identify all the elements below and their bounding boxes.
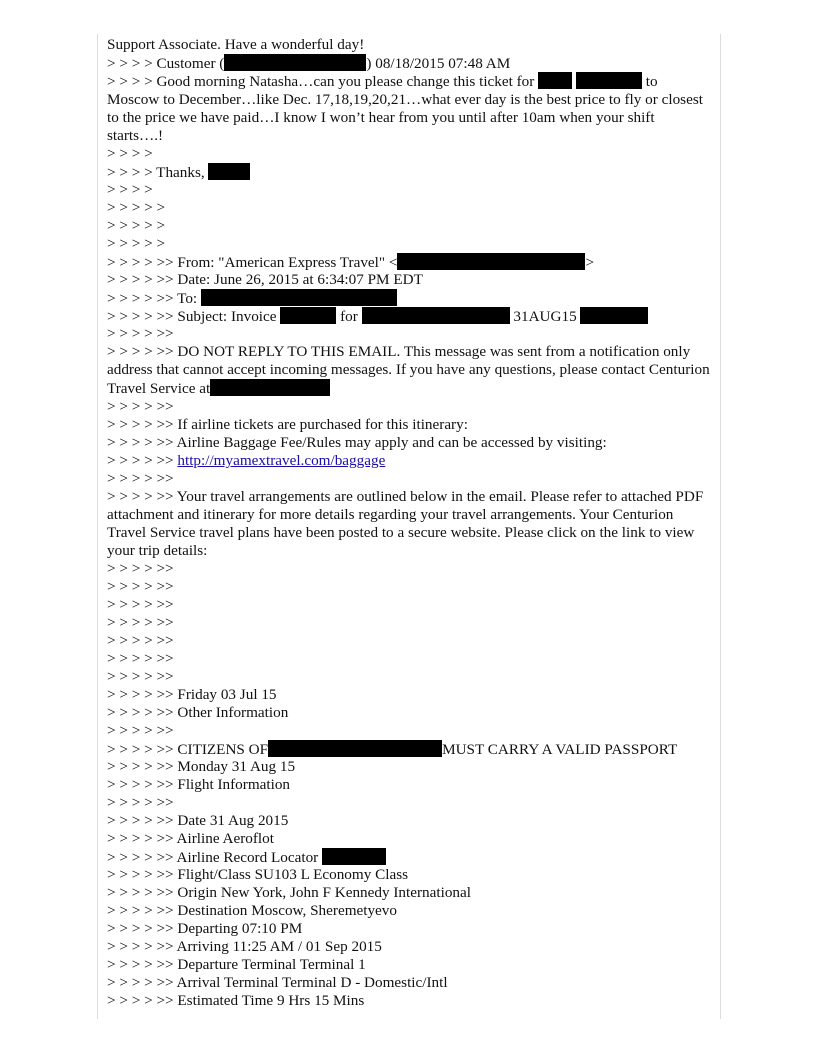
- redaction-block: [322, 848, 386, 865]
- text-line: > > > > >> Flight/Class SU103 L Economy Class: [107, 866, 409, 883]
- text-line: > > > > >> Destination Moscow, Sheremetyevo: [107, 902, 397, 919]
- text-segment: > > > > >>: [107, 452, 174, 469]
- text-line: > > > >: [107, 181, 153, 198]
- text-line: [107, 307, 711, 325]
- text-line: [107, 289, 711, 307]
- text-line: [107, 848, 711, 866]
- text-line: > > > > >>: [107, 560, 174, 577]
- text-paragraph: [107, 72, 711, 145]
- text-line: > > > > >> If airline tickets are purchased for this itinerary:: [107, 416, 468, 433]
- text-line: [107, 163, 711, 181]
- text-line: > > > > >>: [107, 650, 174, 667]
- text-segment: > > > > Good morning Natasha…can you please change this ticket for: [107, 73, 535, 90]
- text-segment: > > > > >> Subject: Invoice: [107, 308, 277, 325]
- text-line: > > > > >> Estimated Time 9 Hrs 15 Mins: [107, 992, 365, 1009]
- text-segment: > > > > Customer (: [107, 55, 225, 72]
- text-line: > > > > >> Arriving 11:25 AM / 01 Sep 2015: [107, 938, 382, 955]
- text-line: > > > > >> Friday 03 Jul 15: [107, 686, 277, 703]
- redaction-block: [280, 307, 336, 324]
- text-line: > > > >: [107, 145, 153, 162]
- text-line: > > > > >>: [107, 470, 174, 487]
- text-line: [107, 253, 711, 271]
- text-line: > > > > >>: [107, 398, 174, 415]
- text-line: > > > > >>: [107, 578, 174, 595]
- text-line: > > > > >> Origin New York, John F Kennedy International: [107, 884, 471, 901]
- email-body: [107, 36, 711, 1010]
- text-line: > > > > >>: [107, 632, 174, 649]
- text-line: > > > > >> Date 31 Aug 2015: [107, 812, 289, 829]
- redaction-block: [397, 253, 585, 270]
- text-segment: >: [585, 254, 595, 271]
- text-line: > > > > >> Other Information: [107, 704, 289, 721]
- text-line: > > > > >> Flight Information: [107, 776, 291, 793]
- text-paragraph: [107, 343, 711, 398]
- redaction-block: [268, 740, 442, 757]
- text-line: > > > > >>: [107, 596, 174, 613]
- text-segment: for: [340, 308, 358, 325]
- redaction-block: [538, 72, 572, 89]
- text-paragraph: > > > > >> Your travel arrangements are outlined below in the email. Please refer to attached PDF attachment and itinerary for more details regarding your travel arrangements. Your Centurion Travel Service travel plans have been posted to a secure website. Please click on the link to view your trip details:: [107, 488, 704, 559]
- text-line: [107, 54, 711, 72]
- redaction-block: [224, 54, 366, 71]
- text-line: > > > > >> Airline Baggage Fee/Rules may apply and can be accessed by visiting:: [107, 434, 607, 451]
- redaction-block: [210, 379, 330, 396]
- text-line: > > > > >> Arrival Terminal Terminal D - Domestic/Intl: [107, 974, 448, 991]
- text-segment: to Moscow to December…like Dec. 17,18,19,20,21…what ever day is the best price to fly or closest to the price we have paid…I know I won’t hear from you until after 10am when your shift starts….!: [107, 73, 703, 144]
- text-line: > > > > >> Airline Aeroflot: [107, 830, 274, 847]
- text-segment: 31AUG15: [513, 308, 577, 325]
- text-segment: > > > > Thanks,: [107, 164, 205, 181]
- text-segment: ) 08/18/2015 07:48 AM: [366, 55, 511, 72]
- text-line: > > > > >> Date: June 26, 2015 at 6:34:07 PM EDT: [107, 271, 423, 288]
- text-line: > > > > >>: [107, 614, 174, 631]
- redaction-block: [576, 72, 642, 89]
- text-segment: > > > > >> Airline Record Locator: [107, 849, 319, 866]
- redaction-block: [201, 289, 397, 306]
- text-line: > > > > >> Departing 07:10 PM: [107, 920, 303, 937]
- text-line: > > > > >> Departure Terminal Terminal 1: [107, 956, 366, 973]
- text-segment: MUST CARRY A VALID PASSPORT: [442, 741, 678, 758]
- text-line: > > > > >>: [107, 325, 174, 342]
- text-line: > > > > >: [107, 199, 166, 216]
- text-segment: > > > > >> CITIZENS OF: [107, 741, 269, 758]
- text-line: > > > > >: [107, 235, 166, 252]
- redaction-block: [362, 307, 510, 324]
- text-segment: > > > > >> DO NOT REPLY TO THIS EMAIL. This message was sent from a notification only address that cannot accept incoming messages. If you have any questions, please contact Centurion Travel Service at: [107, 343, 710, 397]
- text-line: [107, 452, 711, 470]
- baggage-link[interactable]: http://myamextravel.com/baggage: [177, 452, 386, 469]
- redaction-block: [580, 307, 648, 324]
- text-line: > > > > >>: [107, 794, 174, 811]
- text-line: Support Associate. Have a wonderful day!: [107, 36, 365, 53]
- text-segment: > > > > >> To:: [107, 290, 198, 307]
- text-segment: > > > > >> From: "American Express Travel" <: [107, 254, 398, 271]
- text-line: > > > > >> Monday 31 Aug 15: [107, 758, 296, 775]
- text-line: > > > > >>: [107, 722, 174, 739]
- redaction-block: [208, 163, 250, 180]
- text-line: [107, 740, 711, 758]
- text-line: > > > > >>: [107, 668, 174, 685]
- text-line: > > > > >: [107, 217, 166, 234]
